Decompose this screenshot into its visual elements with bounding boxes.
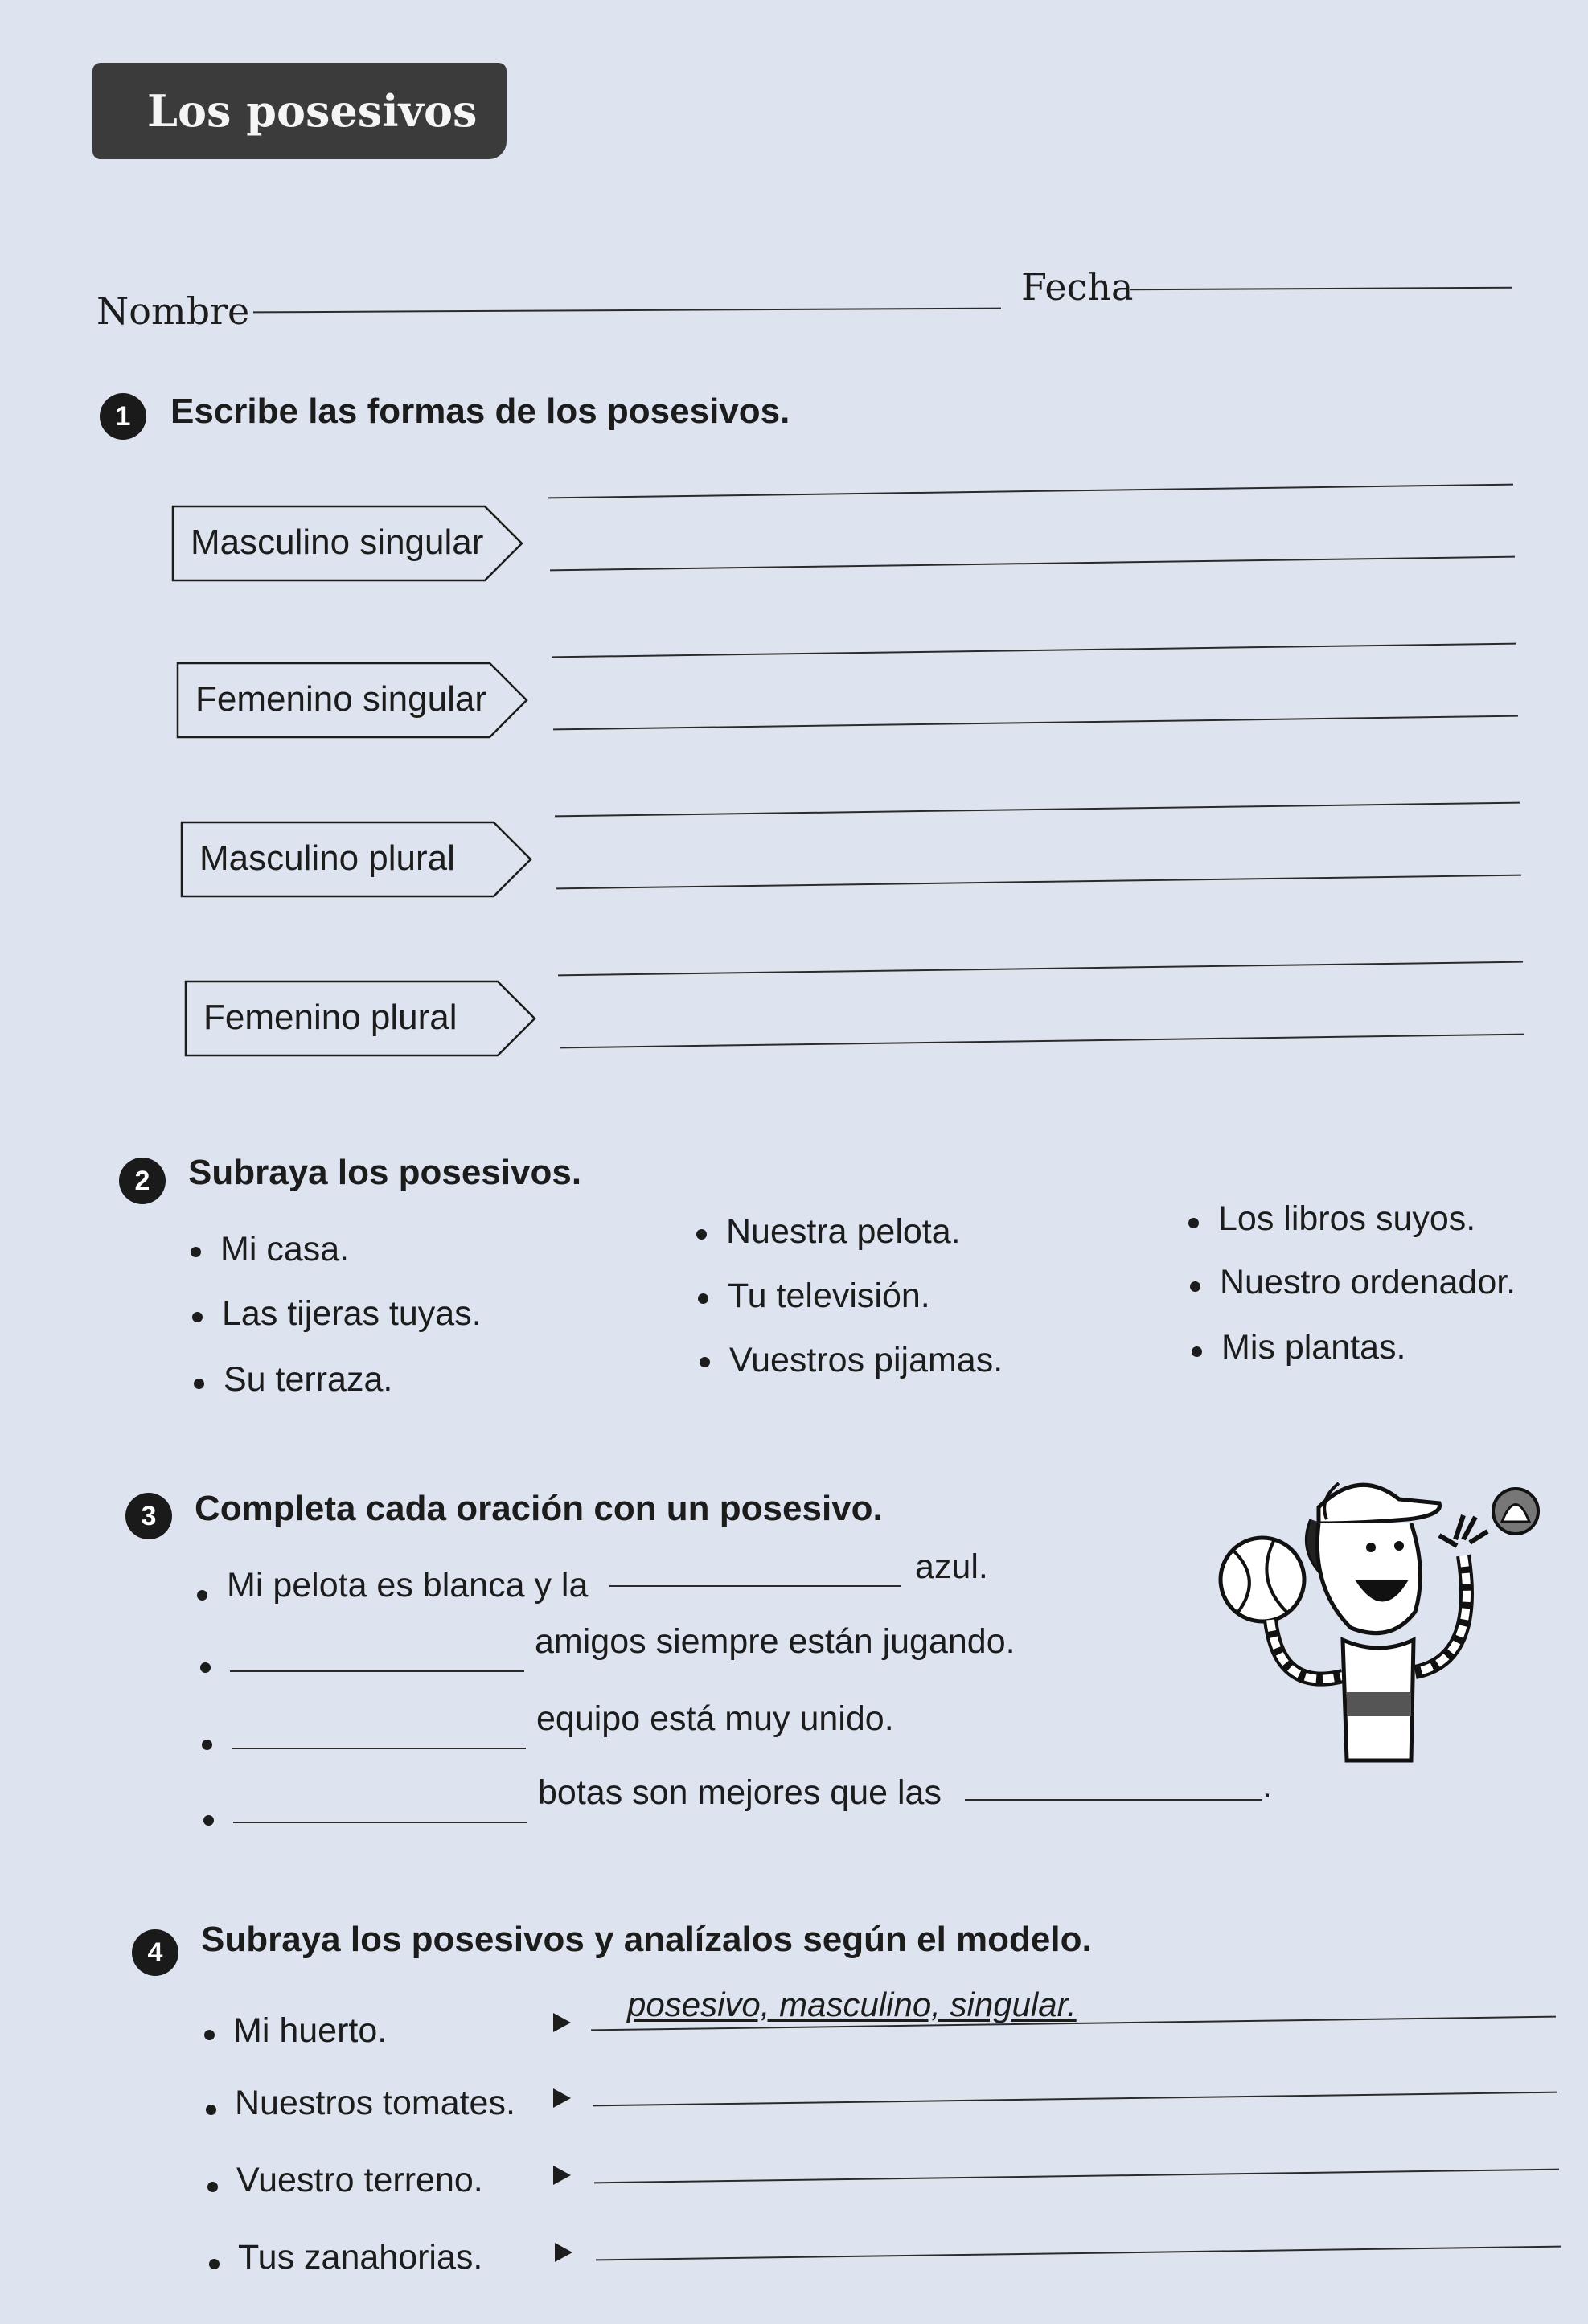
tag-label: Masculino plural [199, 838, 455, 878]
bullet [206, 2105, 216, 2115]
exercise-2-number: 2 [119, 1158, 166, 1204]
exercise-4-instruction: Subraya los posesivos y analízalos según el modelo. [201, 1920, 1092, 1959]
blank-line[interactable] [232, 1748, 526, 1749]
tag-femenino-plural [184, 980, 538, 1057]
blank-line[interactable] [965, 1799, 1262, 1801]
bullet [194, 1379, 204, 1389]
sentence-text: equipo está muy unido. [536, 1699, 894, 1738]
list-item: Tu televisión. [728, 1277, 930, 1315]
list-item: Mi casa. [220, 1230, 350, 1269]
tag-label: Femenino singular [195, 679, 486, 719]
list-item: Nuestro ordenador. [1220, 1263, 1516, 1301]
bullet [202, 1740, 212, 1750]
answer-line[interactable] [558, 961, 1523, 977]
arrow-icon [553, 2013, 571, 2032]
bullet [1192, 1346, 1202, 1357]
answer-line[interactable] [593, 2092, 1557, 2107]
bullet [1190, 1281, 1200, 1292]
answer-line[interactable] [553, 715, 1518, 731]
sentence-text: amigos siempre están jugando. [535, 1622, 1016, 1661]
blank-line[interactable] [233, 1822, 527, 1823]
exercise-2-instruction: Subraya los posesivos. [188, 1153, 582, 1192]
bullet [192, 1312, 203, 1322]
arrow-icon [553, 2166, 571, 2185]
sentence-text: azul. [915, 1547, 988, 1586]
tag-label: Femenino plural [203, 998, 458, 1037]
name-line[interactable] [253, 308, 1001, 314]
exercise-3-instruction: Completa cada oración con un posesivo. [195, 1489, 883, 1528]
list-item: Los libros suyos. [1218, 1199, 1476, 1238]
list-item: Las tijeras tuyas. [222, 1294, 482, 1333]
list-item: Mis plantas. [1221, 1328, 1406, 1367]
list-item: Tus zanahorias. [238, 2238, 483, 2277]
name-label: Nombre [96, 289, 250, 333]
answer-line[interactable] [548, 484, 1513, 499]
list-item: Vuestros pijamas. [729, 1341, 1003, 1379]
sentence-text: botas son mejores que las [538, 1773, 942, 1812]
bullet [698, 1293, 708, 1304]
page-title: Los posesivos [92, 63, 507, 159]
date-label: Fecha [1021, 265, 1134, 309]
bullet [207, 2182, 218, 2192]
arrow-icon [555, 2243, 572, 2262]
exercise-4-number: 4 [132, 1929, 178, 1976]
list-item: Su terraza. [224, 1360, 393, 1399]
list-item: Nuestros tomates. [235, 2084, 515, 2122]
bullet [209, 2259, 220, 2269]
bullet [204, 2030, 215, 2040]
answer-line[interactable] [552, 643, 1516, 658]
model-answer: posesivo, masculino, singular. [627, 1986, 1077, 2023]
tag-masculino-plural [180, 821, 534, 898]
exercise-1-number: 1 [100, 393, 146, 440]
blank-line[interactable] [230, 1670, 524, 1672]
answer-line[interactable] [556, 875, 1521, 890]
exercise-1-instruction: Escribe las formas de los posesivos. [170, 391, 790, 431]
bullet [696, 1229, 707, 1240]
answer-line[interactable] [560, 1034, 1524, 1049]
cartoon-boy-illustration [1198, 1459, 1552, 1765]
answer-line[interactable] [555, 802, 1520, 818]
exercise-3-number: 3 [125, 1493, 172, 1539]
list-item: Vuestro terreno. [236, 2161, 483, 2199]
tag-masculino-singular [171, 505, 525, 582]
list-item: Nuestra pelota. [726, 1212, 961, 1251]
answer-line[interactable] [594, 2169, 1559, 2184]
answer-line[interactable] [596, 2246, 1561, 2261]
bullet [203, 1815, 214, 1826]
list-item: Mi huerto. [233, 2011, 388, 2050]
bullet [1188, 1218, 1199, 1228]
answer-line[interactable] [550, 556, 1515, 572]
sentence-text: . [1262, 1767, 1272, 1806]
bullet [700, 1357, 710, 1367]
arrow-icon [553, 2088, 571, 2108]
bullet [197, 1590, 207, 1601]
bullet [191, 1247, 201, 1257]
tag-label: Masculino singular [191, 523, 484, 562]
blank-line[interactable] [609, 1585, 901, 1587]
date-line[interactable] [1130, 287, 1512, 290]
bullet [200, 1662, 211, 1673]
sentence-text: Mi pelota es blanca y la [227, 1566, 589, 1605]
tag-femenino-singular [176, 662, 530, 739]
